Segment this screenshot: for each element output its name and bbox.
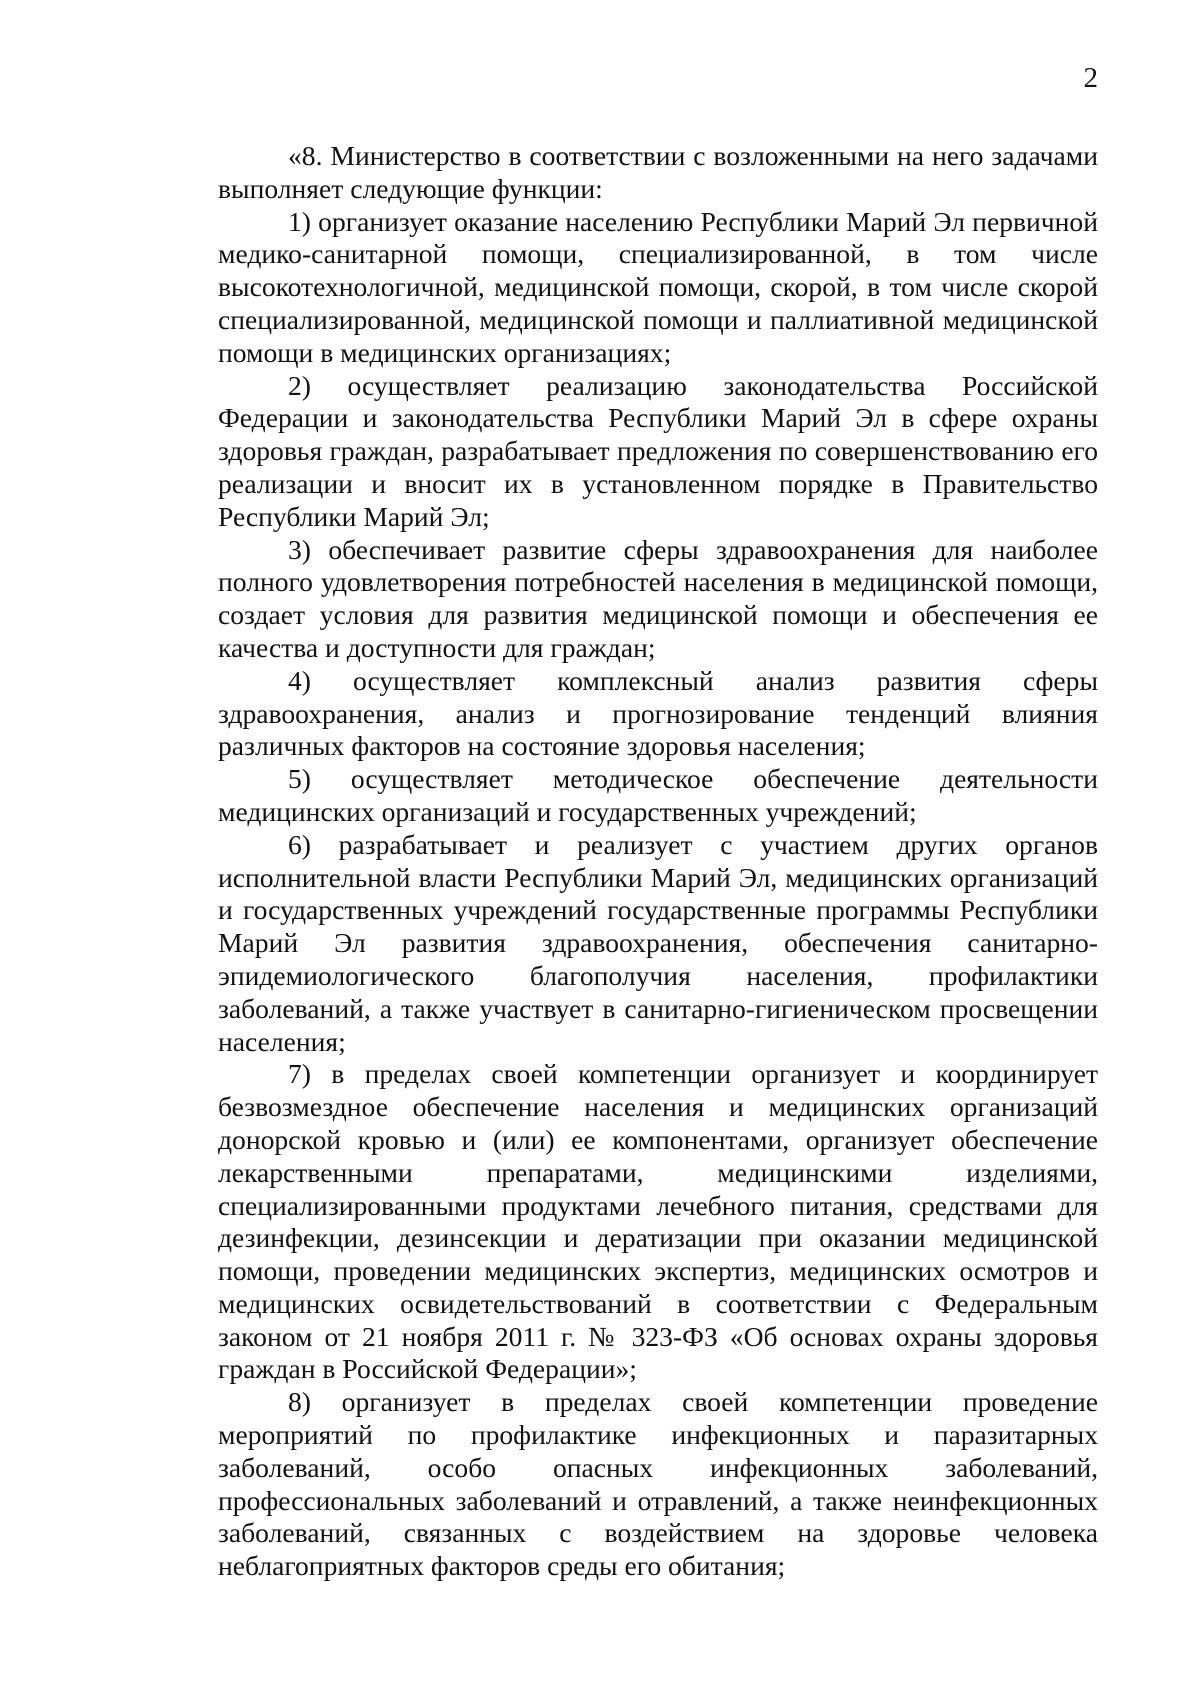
function-item-5: 5) осуществляет методическое обеспечение деятельности медицинских организаций и государственных учреждений; bbox=[218, 763, 1098, 827]
function-item-7: 7) в пределах своей компетенции организует и координирует безвозмездное обеспечение населения и медицинских организаций донорской кровью и (или) ее компонентами, организует обеспечение лекарственными препаратами, медицинскими изделиями, специализированными продуктами лечебного питания, средствами для дезинфекции, дезинсекции и дератизации при оказании медицинской помощи, проведении медицинских экспертиз, медицинских осмотров и медицинских освидетельствований в соответствии с Федеральным законом от 21 ноября 2011 г. № 323-ФЗ «Об основах охраны здоровья граждан в Российской Федерации»; bbox=[218, 1058, 1098, 1385]
function-item-4: 4) осуществляет комплексный анализ развития сферы здравоохранения, анализ и прогнозирование тенденций влияния различных факторов на состояние здоровья населения; bbox=[218, 664, 1098, 762]
intro-paragraph: «8. Министерство в соответствии с возложенными на него задачами выполняет следующие функции: bbox=[218, 140, 1098, 204]
function-item-2: 2) осуществляет реализацию законодательства Российской Федерации и законодательства Республики Марий Эл в сфере охраны здоровья граждан, разрабатывает предложения по совершенствованию его реализации и вносит их в установленном порядке в Правительство Республики Марий Эл; bbox=[218, 369, 1098, 532]
function-item-6: 6) разрабатывает и реализует с участием других органов исполнительной власти Республики Марий Эл, медицинских организаций и государственных учреждений государственные программы Республики Марий Эл развития здравоохранения, обеспечения санитарно-эпидемиологического благополучия населения, профилактики заболеваний, а также участвует в санитарно-гигиеническом просвещении населения; bbox=[218, 828, 1098, 1057]
function-item-8: 8) организует в пределах своей компетенции проведение мероприятий по профилактике инфекционных и паразитарных заболеваний, особо опасных инфекционных заболеваний, профессиональных заболеваний и отравлений, а также неинфекционных заболеваний, связанных с воздействием на здоровье человека неблагоприятных факторов среды его обитания; bbox=[218, 1386, 1098, 1582]
document-body bbox=[218, 140, 1098, 1583]
function-item-1: 1) организует оказание населению Республики Марий Эл первичной медико-санитарной помощи, специализированной, в том числе высокотехнологичной, медицинской помощи, скорой, в том числе скорой специализированной, медицинской помощи и паллиативной медицинской помощи в медицинских организациях; bbox=[218, 205, 1098, 368]
page-number: 2 bbox=[1083, 62, 1098, 94]
function-item-3: 3) обеспечивает развитие сферы здравоохранения для наиболее полного удовлетворения потребностей населения в медицинской помощи, создает условия для развития медицинской помощи и обеспечения ее качества и доступности для граждан; bbox=[218, 533, 1098, 663]
